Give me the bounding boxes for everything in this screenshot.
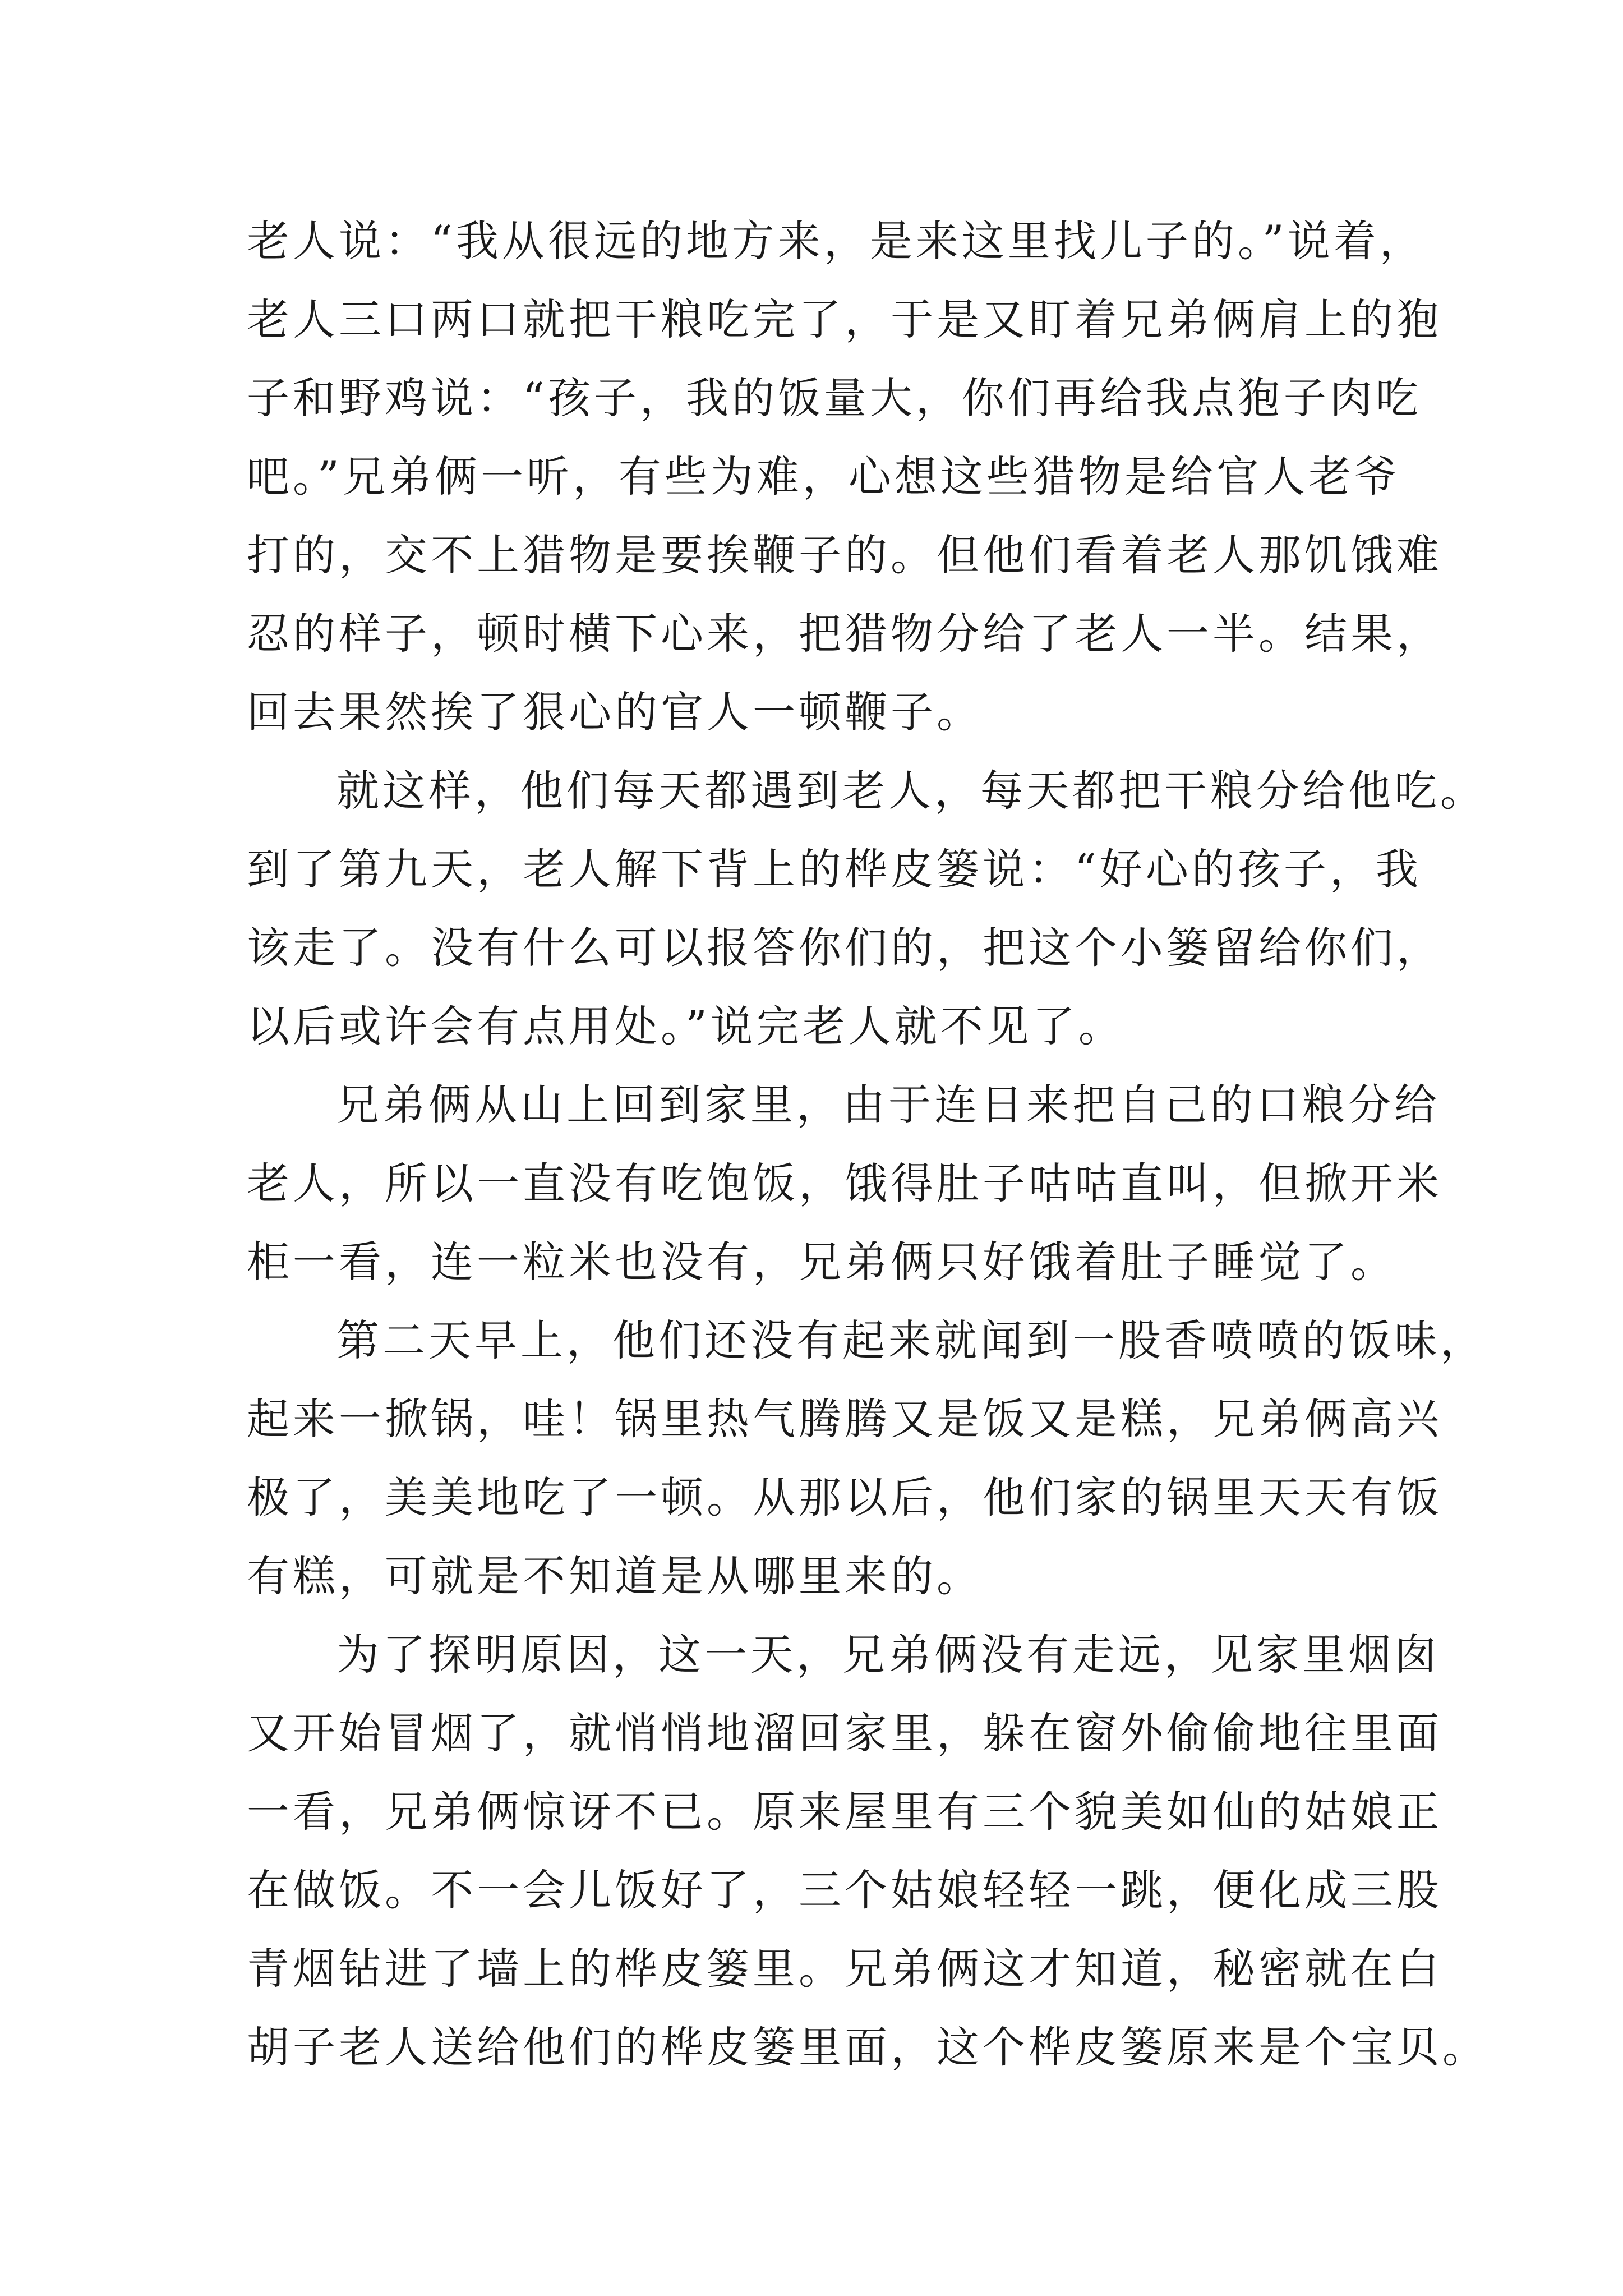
paragraph-start-line: 为了探明原因，这一天，兄弟俩没有走远，见家里烟囱 <box>336 1630 1440 1680</box>
paragraph-start-line: 兄弟俩从山上回到家里，由于连日来把自己的口粮分给 <box>336 1080 1440 1130</box>
paragraph-start-line: 就这样，他们每天都遇到老人，每天都把干粮分给他吃。 <box>336 766 1486 816</box>
text-line: 到了第九天，老人解下背上的桦皮篓说：“好心的孩子，我 <box>247 844 1422 894</box>
text-line: 该走了。没有什么可以报答你们的，把这个小篓留给你们， <box>247 923 1442 973</box>
text-line: 极了，美美地吃了一顿。从那以后，他们家的锅里天天有饭 <box>247 1473 1442 1522</box>
paragraph-start-line: 第二天早上，他们还没有起来就闻到一股香喷喷的饭味， <box>336 1315 1486 1365</box>
text-line: 胡子老人送给他们的桦皮篓里面，这个桦皮篓原来是个宝贝。 <box>247 2022 1488 2072</box>
text-line: 有糕，可就是不知道是从哪里来的。 <box>247 1551 983 1601</box>
body-text <box>247 202 1488 2087</box>
text-line: 又开始冒烟了，就悄悄地溜回家里，躲在窗外偷偷地往里面 <box>247 1708 1442 1758</box>
text-line: 老人说：“我从很远的地方来，是来这里找儿子的。”说着， <box>247 216 1426 266</box>
text-line: 柜一看，连一粒米也没有，兄弟俩只好饿着肚子睡觉了。 <box>247 1237 1396 1287</box>
text-line: 青烟钻进了墙上的桦皮篓里。兄弟俩这才知道，秘密就在白 <box>247 1944 1442 1994</box>
text-line: 打的，交不上猎物是要挨鞭子的。但他们看着老人那饥饿难 <box>247 530 1442 580</box>
text-line: 在做饭。不一会儿饭好了，三个姑娘轻轻一跳，便化成三股 <box>247 1865 1442 1915</box>
text-line: 起来一掀锅，哇！锅里热气腾腾又是饭又是糕，兄弟俩高兴 <box>247 1394 1442 1444</box>
text-line: 吧。”兄弟俩一听，有些为难，心想这些猎物是给官人老爷 <box>247 452 1400 501</box>
text-line: 老人，所以一直没有吃饱饭，饿得肚子咕咕直叫，但掀开米 <box>247 1158 1442 1208</box>
text-line: 老人三口两口就把干粮吃完了，于是又盯着兄弟俩肩上的狍 <box>247 295 1442 344</box>
text-line: 一看，兄弟俩惊讶不已。原来屋里有三个貌美如仙的姑娘正 <box>247 1787 1442 1837</box>
text-line: 忍的样子，顿时横下心来，把猎物分给了老人一半。结果， <box>247 609 1442 659</box>
text-line: 子和野鸡说：“孩子，我的饭量大，你们再给我点狍子肉吃 <box>247 373 1422 423</box>
text-line: 以后或许会有点用处。”说完老人就不见了。 <box>247 1001 1124 1051</box>
text-line: 回去果然挨了狠心的官人一顿鞭子。 <box>247 687 983 737</box>
